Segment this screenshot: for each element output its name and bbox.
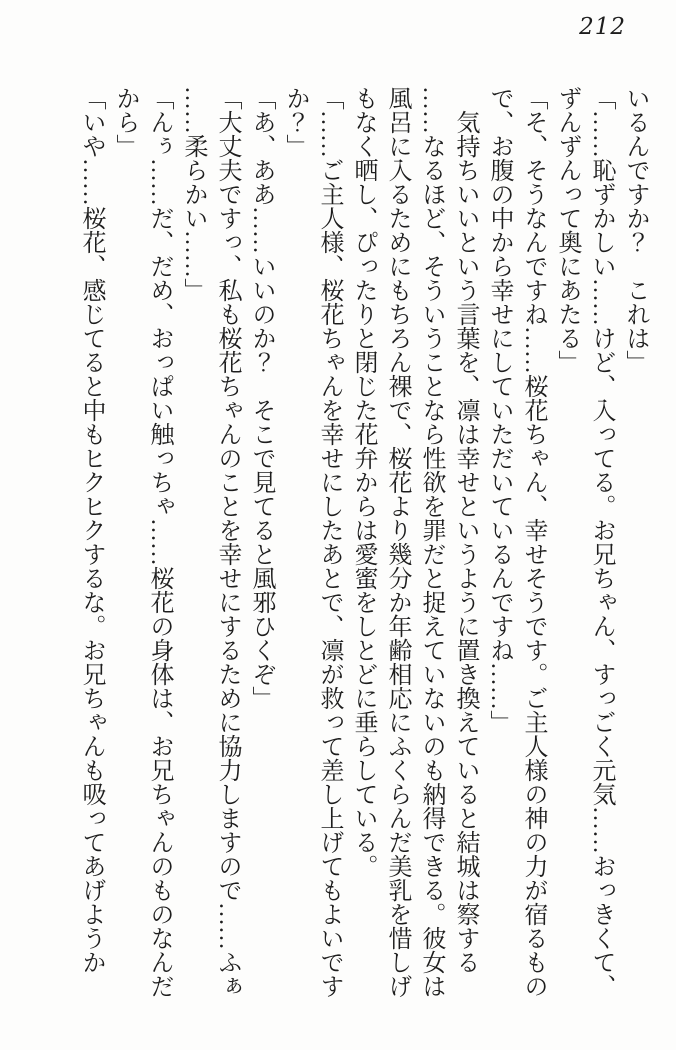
text-column: 「……ご主人様、桜花ちゃんを幸せにしたあとで、凛が救って差し上げてもよいです xyxy=(316,86,342,998)
text-column: 「大丈夫ですっ、私も桜花ちゃんのことを幸せにするために協力しますので……ふぁ xyxy=(214,86,240,998)
text-column: か？」 xyxy=(282,86,308,158)
text-column: もなく晒し、ぴったりと閉じた花弁からは愛蜜をしとどに垂らしている。 xyxy=(350,86,376,878)
text-column: から」 xyxy=(112,86,138,158)
text-column: ずんずんって奥にあたる」 xyxy=(554,86,580,374)
text-column: ……なるほど、そういうことなら性欲を罪だと捉えていないのも納得できる。彼女は xyxy=(418,86,444,998)
text-column: 「そ、そうなんですね……桜花ちゃん、幸せそうです。ご主人様の神の力が宿るもの xyxy=(520,86,546,998)
text-column: いるんですか？ これは」 xyxy=(622,86,648,374)
text-column: ……柔らかい……」 xyxy=(180,86,206,302)
text-column: 「いや……桜花、感じてると中もヒクヒクするな。お兄ちゃんも吸ってあげようか xyxy=(78,86,104,974)
text-column: 「……恥ずかしい……けど、入ってる。お兄ちゃん、すっごく元気……おっきくて、 xyxy=(588,86,614,998)
text-column: 気持ちいいという言葉を、凛は幸せというように置き換えていると結城は察する xyxy=(452,86,478,974)
text-column: 風呂に入るためにもちろん裸で、桜花より幾分か年齢相応にふくらんだ美乳を惜しげ xyxy=(384,86,410,998)
text-column: 「あ、ああ……いいのか？ そこで見てると風邪ひくぞ」 xyxy=(248,86,274,710)
page-number: 212 xyxy=(579,14,626,40)
text-column: で、お腹の中から幸せにしていただいているんですね……」 xyxy=(486,86,512,734)
text-column: 「んぅ……だ、だめ、おっぱい触っちゃ……桜花の身体は、お兄ちゃんのものなんだ xyxy=(146,86,172,998)
text-block xyxy=(74,86,652,1008)
